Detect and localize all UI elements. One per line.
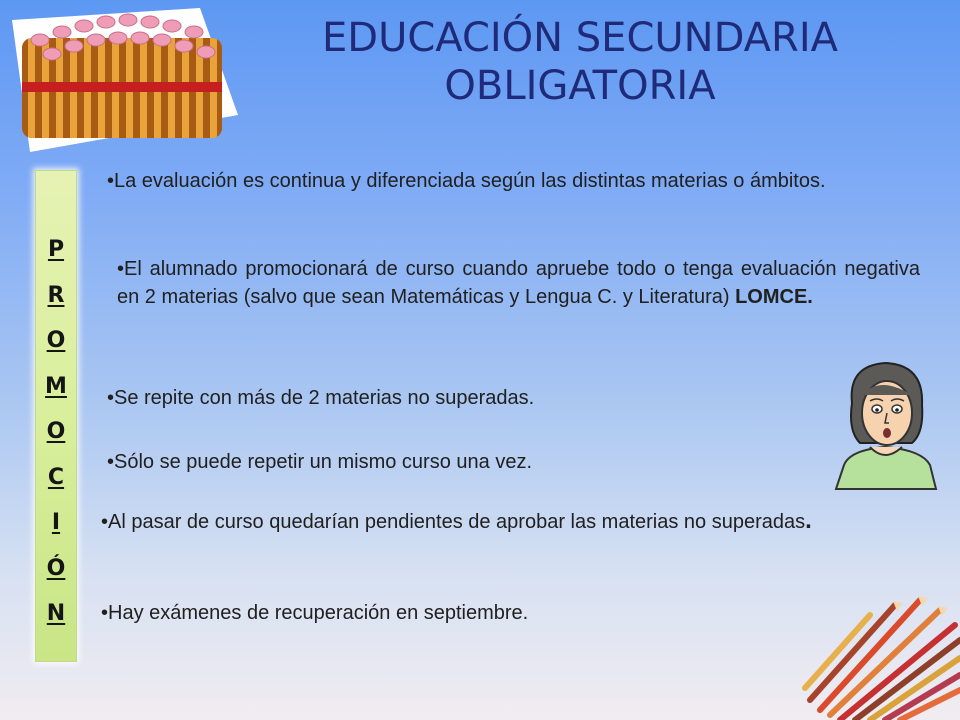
page-title xyxy=(255,14,905,110)
sidebar-letter: O xyxy=(46,419,66,444)
title-line-2: OBLIGATORIA xyxy=(444,63,716,109)
sidebar-letter: C xyxy=(47,464,65,490)
paragraph-promocion-text: •El alumnado promocionará de curso cuando apruebe todo o tenga evaluación negativa en 2 materias (salvo que sean Matemáticas y Lengua C. y Literatura) xyxy=(117,258,920,308)
paragraph-pendientes xyxy=(101,504,920,539)
paragraph-evaluacion: •La evaluación es continua y diferenciada según las distintas materias o ámbitos. xyxy=(107,170,826,192)
pencils-bundle-icon xyxy=(0,0,240,160)
paragraph-curso-una-vez: •Sólo se puede repetir un mismo curso una vez. xyxy=(107,451,532,473)
paragraph-pendientes-period: . xyxy=(805,507,812,534)
lomce-label: LOMCE. xyxy=(735,286,813,308)
paragraph-pendientes-text: •Al pasar de curso quedarían pendientes de aprobar las materias no superadas xyxy=(101,511,806,533)
paragraph-repetir: •Se repite con más de 2 materias no superadas. xyxy=(107,387,535,409)
worried-woman-icon xyxy=(830,355,940,490)
sidebar-letter: N xyxy=(46,601,66,626)
colored-pencils-icon xyxy=(800,590,960,720)
sidebar-letter: Ó xyxy=(46,555,66,581)
sidebar-letter: I xyxy=(51,510,61,535)
sidebar-letter: M xyxy=(45,373,67,399)
sidebar-letter: R xyxy=(47,282,65,308)
paragraph-promocion xyxy=(117,255,920,311)
title-line-1: EDUCACIÓN SECUNDARIA xyxy=(322,15,838,61)
sidebar-letter: O xyxy=(46,328,66,353)
sidebar-letters xyxy=(36,227,76,637)
promocion-sidebar xyxy=(35,170,77,662)
sidebar-letter: P xyxy=(47,237,65,262)
paragraph-septiembre: •Hay exámenes de recuperación en septiembre. xyxy=(101,602,529,624)
